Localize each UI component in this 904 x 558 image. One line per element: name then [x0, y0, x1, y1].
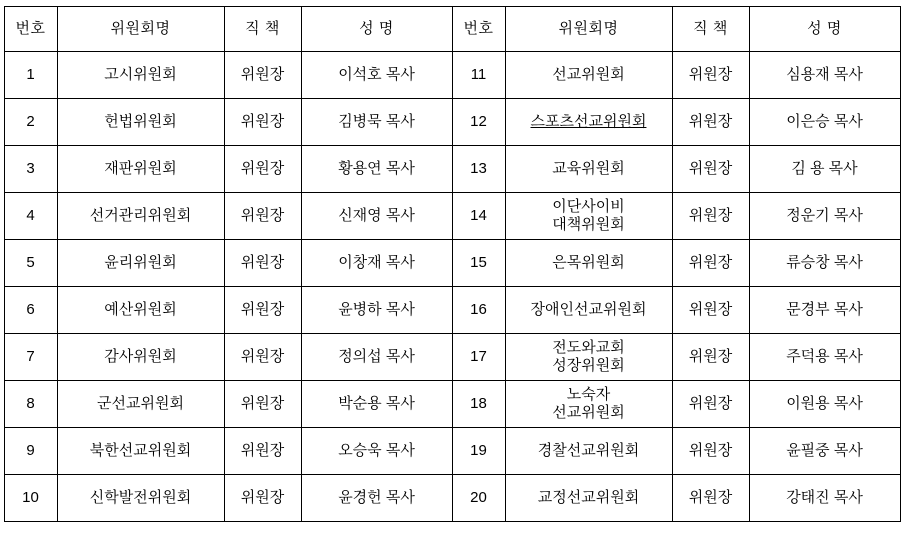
committee-name-underlined: 스포츠선교위원회 [530, 113, 647, 131]
cell-number: 12 [452, 99, 505, 146]
table-row [4, 475, 900, 522]
cell-person-name: 강태진 목사 [749, 475, 900, 522]
cell-person-name: 류승창 목사 [749, 240, 900, 287]
cell-number: 13 [452, 146, 505, 193]
table-row [4, 287, 900, 334]
cell-person-name: 정의섭 목사 [301, 334, 452, 381]
cell-committee-name: 은목위원회 [505, 240, 672, 287]
cell-role: 위원장 [672, 240, 749, 287]
cell-number: 17 [452, 334, 505, 381]
cell-role: 위원장 [672, 287, 749, 334]
cell-number: 7 [4, 334, 57, 381]
cell-number: 19 [452, 428, 505, 475]
cell-committee-name: 예산위원회 [57, 287, 224, 334]
cell-person-name: 오승욱 목사 [301, 428, 452, 475]
header-committee-left: 위원회명 [57, 7, 224, 52]
cell-committee-name: 경찰선교위원회 [505, 428, 672, 475]
cell-person-name: 김병묵 목사 [301, 99, 452, 146]
cell-role: 위원장 [224, 193, 301, 240]
cell-committee-name: 노숙자 선교위원회 [505, 381, 672, 428]
cell-number: 3 [4, 146, 57, 193]
cell-committee-name: 장애인선교위원회 [505, 287, 672, 334]
cell-committee-name: 선교위원회 [505, 52, 672, 99]
cell-role: 위원장 [224, 428, 301, 475]
cell-committee-name: 교육위원회 [505, 146, 672, 193]
cell-role: 위원장 [224, 334, 301, 381]
cell-role: 위원장 [672, 475, 749, 522]
cell-number: 15 [452, 240, 505, 287]
cell-committee-name: 군선교위원회 [57, 381, 224, 428]
cell-person-name: 윤경헌 목사 [301, 475, 452, 522]
cell-person-name: 이창재 목사 [301, 240, 452, 287]
table-row [4, 381, 900, 428]
cell-person-name: 이석호 목사 [301, 52, 452, 99]
cell-committee-name: 교정선교위원회 [505, 475, 672, 522]
cell-number: 8 [4, 381, 57, 428]
header-person-left: 성 명 [301, 7, 452, 52]
cell-person-name: 이은승 목사 [749, 99, 900, 146]
cell-role: 위원장 [672, 52, 749, 99]
table-body [4, 52, 900, 522]
committee-table [4, 6, 901, 522]
cell-number: 5 [4, 240, 57, 287]
cell-number: 2 [4, 99, 57, 146]
cell-committee-name: 윤리위원회 [57, 240, 224, 287]
cell-role: 위원장 [224, 381, 301, 428]
cell-role: 위원장 [224, 146, 301, 193]
cell-role: 위원장 [672, 381, 749, 428]
cell-committee-name [505, 99, 672, 146]
cell-person-name: 신재영 목사 [301, 193, 452, 240]
header-no-left: 번호 [4, 7, 57, 52]
cell-committee-name: 신학발전위원회 [57, 475, 224, 522]
cell-person-name: 정운기 목사 [749, 193, 900, 240]
table-row [4, 99, 900, 146]
table-row [4, 428, 900, 475]
cell-person-name: 윤병하 목사 [301, 287, 452, 334]
cell-committee-name: 이단사이비 대책위원회 [505, 193, 672, 240]
cell-committee-name: 헌법위원회 [57, 99, 224, 146]
cell-person-name: 박순용 목사 [301, 381, 452, 428]
cell-role: 위원장 [672, 428, 749, 475]
cell-role: 위원장 [672, 334, 749, 381]
header-no-right: 번호 [452, 7, 505, 52]
cell-person-name: 심용재 목사 [749, 52, 900, 99]
cell-person-name: 황용연 목사 [301, 146, 452, 193]
table-row [4, 146, 900, 193]
cell-role: 위원장 [224, 475, 301, 522]
table-row [4, 52, 900, 99]
cell-number: 9 [4, 428, 57, 475]
header-committee-right: 위원회명 [505, 7, 672, 52]
cell-number: 11 [452, 52, 505, 99]
cell-committee-name: 북한선교위원회 [57, 428, 224, 475]
cell-committee-name: 고시위원회 [57, 52, 224, 99]
cell-person-name: 윤필중 목사 [749, 428, 900, 475]
header-person-right: 성 명 [749, 7, 900, 52]
cell-person-name: 주덕용 목사 [749, 334, 900, 381]
cell-number: 6 [4, 287, 57, 334]
cell-number: 14 [452, 193, 505, 240]
cell-role: 위원장 [672, 146, 749, 193]
table-header-row [4, 7, 900, 52]
header-role-right: 직 책 [672, 7, 749, 52]
table-row [4, 334, 900, 381]
cell-number: 20 [452, 475, 505, 522]
cell-person-name: 김 용 목사 [749, 146, 900, 193]
cell-committee-name: 재판위원회 [57, 146, 224, 193]
table-header [4, 7, 900, 52]
cell-number: 16 [452, 287, 505, 334]
cell-committee-name: 선거관리위원회 [57, 193, 224, 240]
cell-number: 4 [4, 193, 57, 240]
cell-role: 위원장 [672, 99, 749, 146]
cell-role: 위원장 [224, 99, 301, 146]
cell-role: 위원장 [224, 240, 301, 287]
table-row [4, 240, 900, 287]
header-role-left: 직 책 [224, 7, 301, 52]
cell-number: 18 [452, 381, 505, 428]
cell-person-name: 문경부 목사 [749, 287, 900, 334]
cell-role: 위원장 [224, 287, 301, 334]
cell-committee-name: 감사위원회 [57, 334, 224, 381]
cell-person-name: 이원용 목사 [749, 381, 900, 428]
cell-role: 위원장 [672, 193, 749, 240]
table-row [4, 193, 900, 240]
cell-role: 위원장 [224, 52, 301, 99]
cell-committee-name: 전도와교회 성장위원회 [505, 334, 672, 381]
cell-number: 10 [4, 475, 57, 522]
cell-number: 1 [4, 52, 57, 99]
